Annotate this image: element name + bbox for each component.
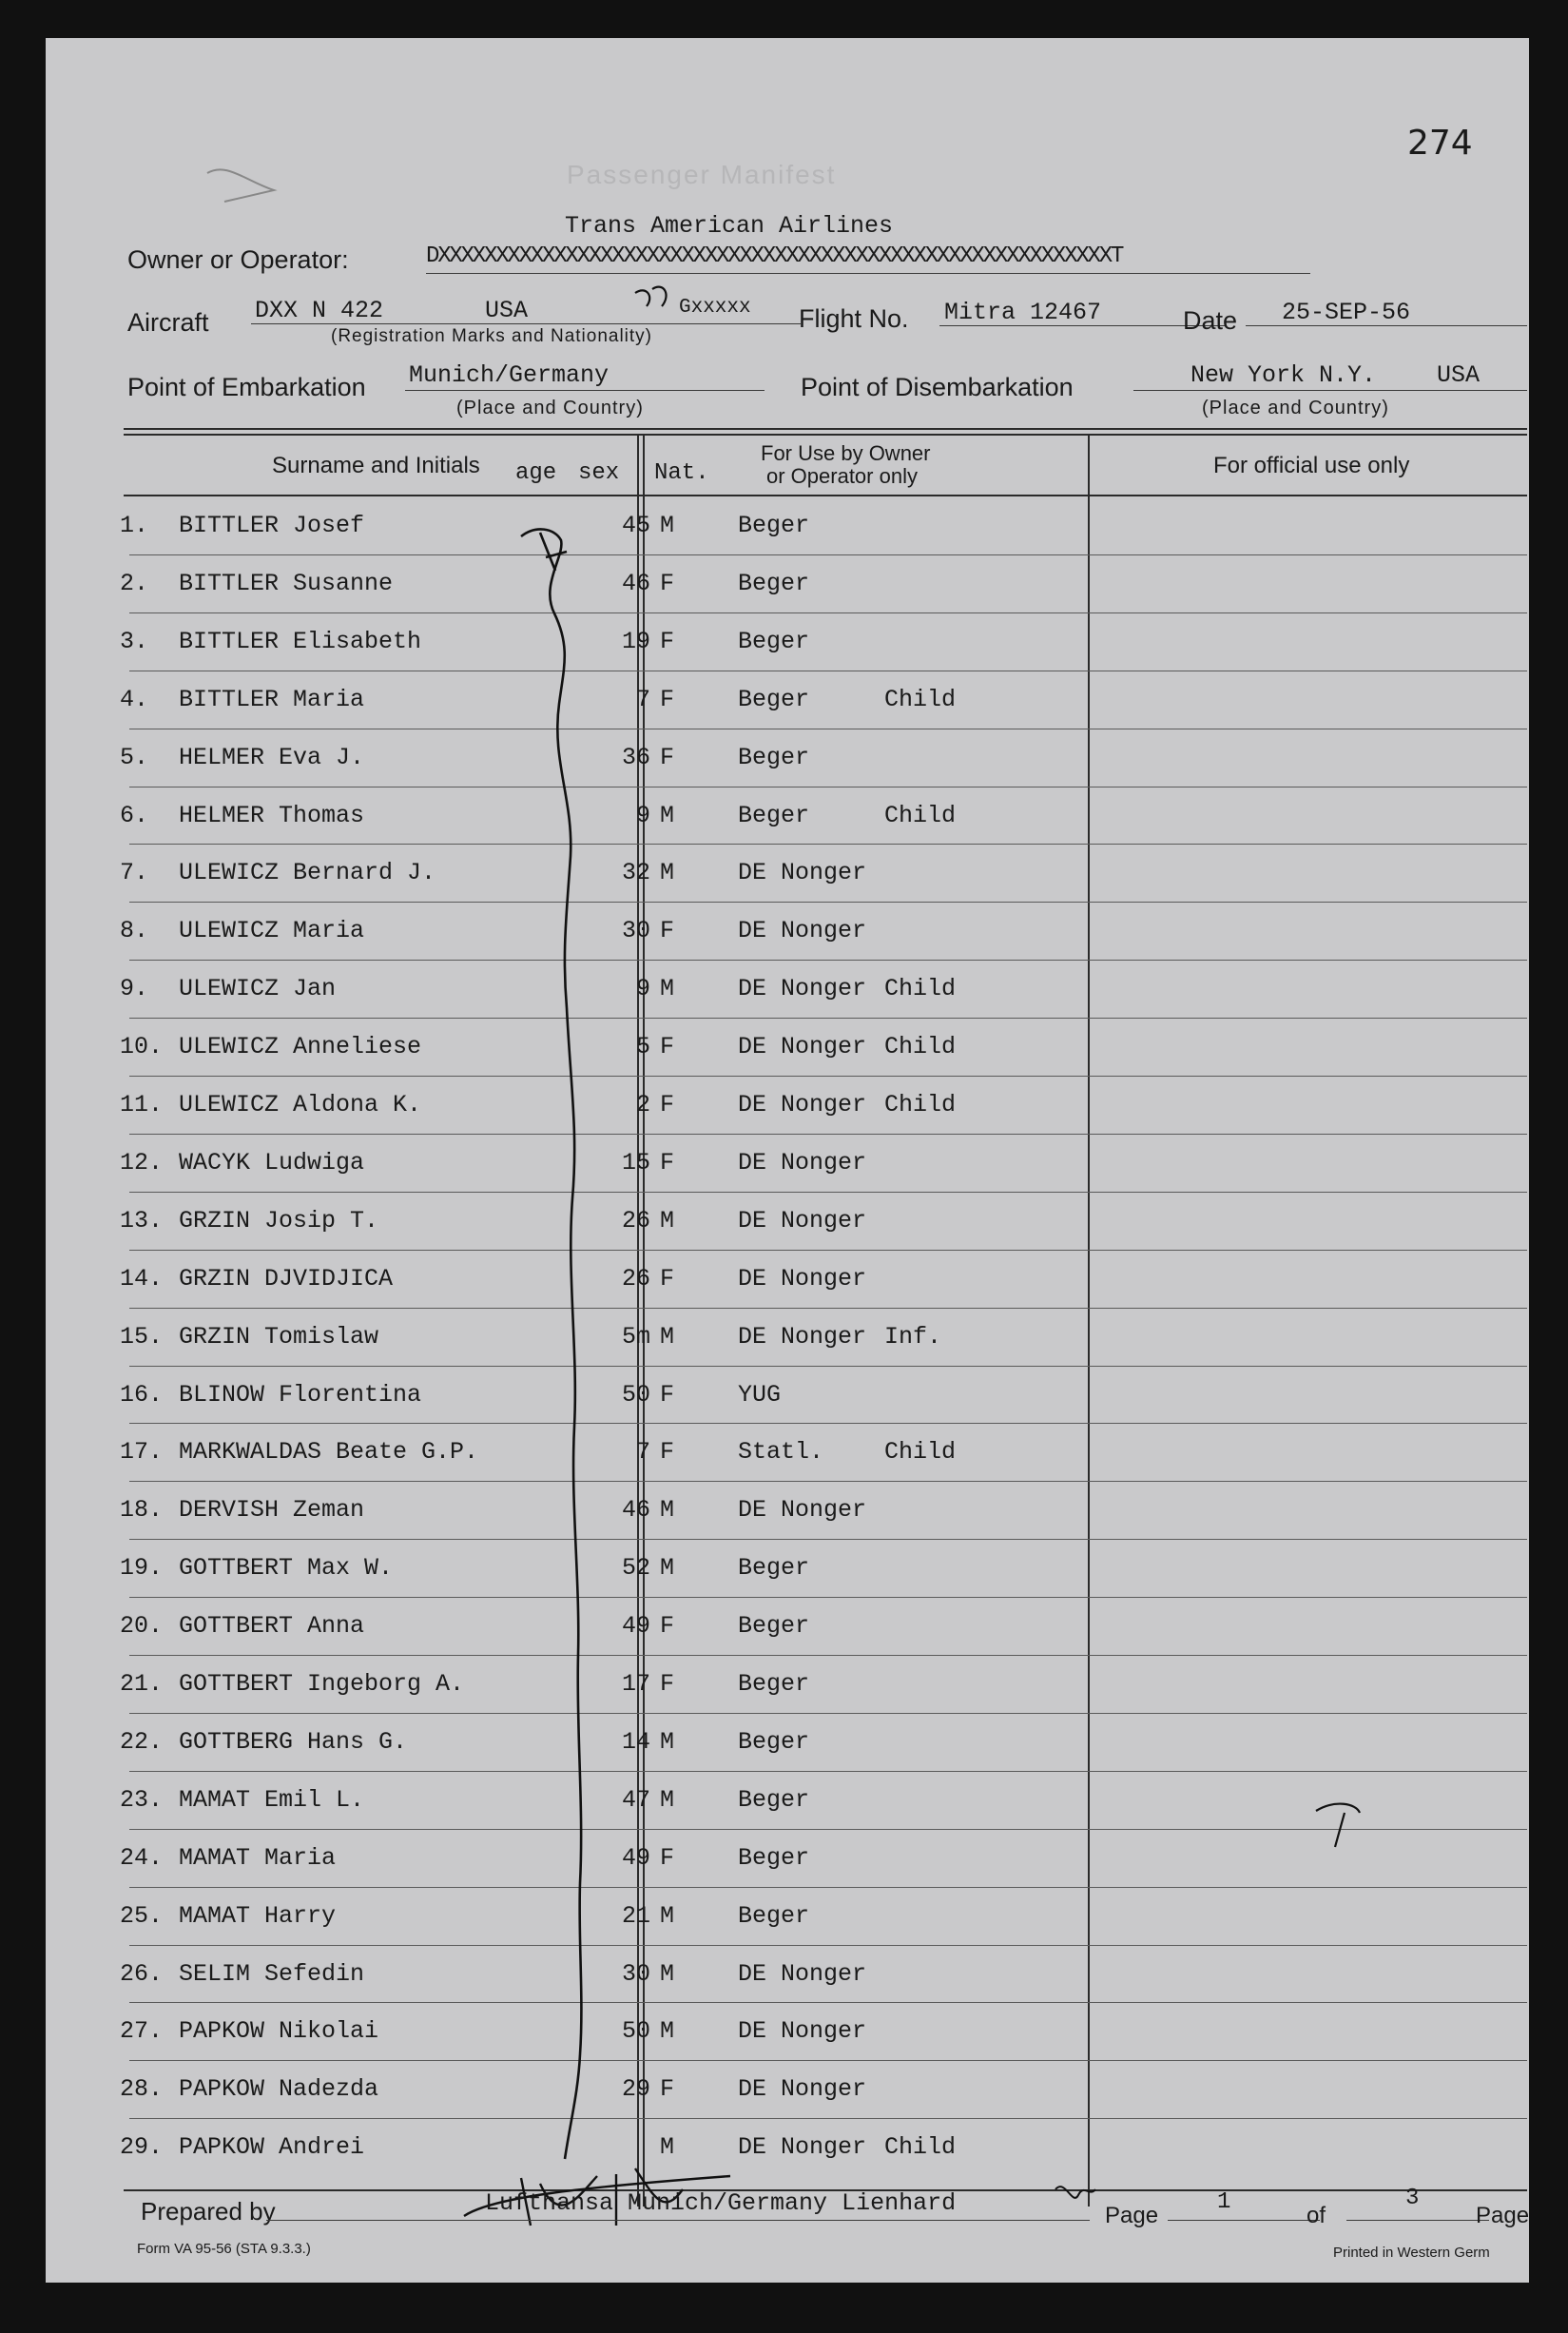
header-owner-use-2: or Operator only — [766, 464, 918, 488]
passenger-note: Child — [884, 685, 957, 713]
passenger-age: 47 — [621, 1785, 650, 1814]
passenger-sex: F — [660, 1091, 675, 1118]
passenger-number: 10. — [120, 1033, 164, 1061]
passenger-number: 8. — [120, 917, 149, 945]
passenger-number: 21. — [120, 1670, 164, 1698]
aircraft-label: Aircraft — [127, 308, 209, 337]
passenger-age: 46 — [621, 569, 650, 597]
passenger-number: 13. — [120, 1206, 164, 1235]
passenger-sex: F — [660, 1380, 675, 1409]
page-current: 1 — [1217, 2189, 1231, 2215]
passenger-name: BITTLER Susanne — [179, 569, 394, 597]
passenger-age: 49 — [621, 1843, 650, 1872]
passenger-number: 6. — [120, 801, 149, 829]
passenger-nationality: Beger — [738, 569, 810, 597]
passenger-number: 12. — [120, 1148, 164, 1176]
passenger-age: 49 — [621, 1612, 650, 1641]
passenger-number: 25. — [120, 1901, 164, 1930]
passenger-nationality: Beger — [738, 743, 810, 771]
embarkation-value: Munich/Germany — [409, 361, 610, 389]
page-number: 274 — [1407, 124, 1473, 163]
passenger-number: 15. — [120, 1322, 164, 1351]
passenger-age: 15 — [621, 1148, 650, 1176]
passenger-nationality: Beger — [738, 512, 810, 539]
header-surname: Surname and Initials — [272, 453, 480, 478]
passenger-name: BLINOW Florentina — [179, 1380, 422, 1409]
passenger-number: 18. — [120, 1496, 164, 1525]
passenger-number: 11. — [120, 1091, 164, 1118]
passenger-age: 21 — [621, 1901, 650, 1930]
owner-label: Owner or Operator: — [127, 245, 349, 274]
disembarkation-country: USA — [1437, 361, 1481, 389]
passenger-age: 26 — [621, 1206, 650, 1235]
passenger-name: DERVISH Zeman — [179, 1496, 365, 1525]
page-label-right: Page — [1476, 2203, 1530, 2228]
passenger-age: 30 — [621, 1959, 650, 1988]
passenger-number: 28. — [120, 2075, 164, 2104]
form-number: Form VA 95-56 (STA 9.3.3.) — [137, 2241, 311, 2257]
passenger-nationality: Beger — [738, 685, 810, 713]
passenger-nationality: Beger — [738, 1843, 810, 1872]
passenger-sex: M — [660, 1322, 675, 1351]
passenger-note: Child — [884, 975, 957, 1003]
passenger-sex: F — [660, 627, 675, 655]
passenger-nationality: Beger — [738, 1727, 810, 1756]
passenger-age: 5 — [635, 1033, 650, 1061]
passenger-age: 7 — [635, 685, 650, 713]
header-sex: sex — [578, 460, 620, 486]
passenger-nationality: DE Nonger — [738, 1264, 867, 1293]
page-total-line — [1346, 2220, 1489, 2221]
header-owner-use-1: For Use by Owner — [761, 441, 931, 465]
passenger-nationality: Beger — [738, 1785, 810, 1814]
passenger-sex: F — [660, 569, 675, 597]
prepared-by-label: Prepared by — [141, 2197, 276, 2226]
passenger-sex: M — [660, 801, 675, 829]
passenger-number: 7. — [120, 859, 149, 887]
passenger-nationality: YUG — [738, 1380, 782, 1409]
owner-value: DXXXXXXXXXXXXXXXXXXXXXXXXXXXXXXXXXXXXXXXXXXXXXXXXXXXXXXXXXXT — [426, 243, 1123, 269]
passenger-nationality: DE Nonger — [738, 1033, 867, 1061]
passenger-name: ULEWICZ Anneliese — [179, 1033, 422, 1061]
passenger-nationality: Beger — [738, 1612, 810, 1641]
vertical-ditto-scrawl — [521, 529, 581, 2159]
passenger-sex: M — [660, 1785, 675, 1814]
passenger-sex: M — [660, 1727, 675, 1756]
passenger-age: 50 — [621, 1380, 650, 1409]
initial-mark — [540, 533, 567, 571]
aircraft-g: Gxxxxx — [679, 297, 751, 319]
passenger-age: 50 — [621, 2017, 650, 2046]
passenger-sex: F — [660, 1033, 675, 1061]
aircraft-nationality: USA — [485, 297, 529, 324]
page-label: Page — [1105, 2203, 1159, 2228]
passenger-name: GOTTBERT Ingeborg A. — [179, 1670, 465, 1698]
date-label: Date — [1183, 306, 1238, 335]
passenger-name: HELMER Thomas — [179, 801, 365, 829]
passenger-age: 26 — [621, 1264, 650, 1293]
handwritten-marks — [46, 38, 1529, 2283]
passenger-number: 17. — [120, 1438, 164, 1467]
passenger-number: 5. — [120, 743, 149, 771]
registration-caption: (Registration Marks and Nationality) — [331, 326, 653, 346]
passenger-age: 46 — [621, 1496, 650, 1525]
passenger-number: 14. — [120, 1264, 164, 1293]
passenger-age: 14 — [621, 1727, 650, 1756]
passenger-name: GOTTBERG Hans G. — [179, 1727, 408, 1756]
prepared-by-line — [266, 2220, 1090, 2221]
passenger-nationality: DE Nonger — [738, 2017, 867, 2046]
passenger-name: SELIM Sefedin — [179, 1959, 365, 1988]
passenger-age: 9 — [635, 975, 650, 1003]
of-label: of — [1307, 2203, 1326, 2228]
passenger-number: 26. — [120, 1959, 164, 1988]
passenger-age: 2 — [635, 1091, 650, 1118]
passenger-sex: M — [660, 1554, 675, 1583]
disembarkation-caption: (Place and Country) — [1202, 398, 1389, 418]
passenger-nationality: DE Nonger — [738, 1148, 867, 1176]
passenger-name: BITTLER Elisabeth — [179, 627, 422, 655]
header-official: For official use only — [1213, 453, 1410, 478]
faded-title: Passenger Manifest — [567, 160, 837, 189]
header-age: age — [515, 460, 557, 486]
passenger-sex: F — [660, 1148, 675, 1176]
passenger-sex: M — [660, 1959, 675, 1988]
disembarkation-value: New York N.Y. — [1191, 361, 1377, 389]
passenger-number: 19. — [120, 1554, 164, 1583]
passenger-name: BITTLER Josef — [179, 512, 365, 539]
embarkation-label: Point of Embarkation — [127, 373, 366, 401]
passenger-name: PAPKOW Andrei — [179, 2133, 365, 2162]
passenger-sex: M — [660, 2017, 675, 2046]
flight-date: 25-SEP-56 — [1282, 299, 1411, 326]
passenger-note: Child — [884, 2133, 957, 2162]
passenger-name: MARKWALDAS Beate G.P. — [179, 1438, 479, 1467]
passenger-number: 3. — [120, 627, 149, 655]
corner-ink-mark — [207, 169, 274, 202]
passenger-name: PAPKOW Nadezda — [179, 2075, 379, 2104]
passenger-name: GOTTBERT Anna — [179, 1612, 365, 1641]
passenger-sex: M — [660, 1496, 675, 1525]
passenger-number: 23. — [120, 1785, 164, 1814]
passenger-number: 9. — [120, 975, 149, 1003]
passenger-sex: M — [660, 1206, 675, 1235]
passenger-nationality: Beger — [738, 1901, 810, 1930]
passenger-nationality: Beger — [738, 1670, 810, 1698]
passenger-name: GOTTBERT Max W. — [179, 1554, 394, 1583]
passenger-name: BITTLER Maria — [179, 685, 365, 713]
passenger-name: GRZIN DJVIDJICA — [179, 1264, 394, 1293]
passenger-nationality: DE Nonger — [738, 1091, 867, 1118]
passenger-name: WACYK Ludwiga — [179, 1148, 365, 1176]
page-total: 3 — [1405, 2186, 1420, 2211]
passenger-name: PAPKOW Nikolai — [179, 2017, 379, 2046]
page-current-line — [1168, 2220, 1320, 2221]
passenger-number: 1. — [120, 512, 149, 539]
passenger-name: ULEWICZ Jan — [179, 975, 337, 1003]
passenger-name: GRZIN Tomislaw — [179, 1322, 379, 1351]
passenger-note: Inf. — [884, 1322, 942, 1351]
passenger-sex: M — [660, 2133, 675, 2162]
passenger-age: 19 — [621, 627, 650, 655]
passenger-age: 9 — [635, 801, 650, 829]
airline-name: Trans American Airlines — [565, 212, 894, 240]
passenger-note: Child — [884, 1438, 957, 1467]
passenger-sex: M — [660, 859, 675, 887]
official-note-seventy-three — [1316, 1804, 1360, 1847]
passenger-sex: F — [660, 743, 675, 771]
passenger-note: Child — [884, 1091, 957, 1118]
passenger-age: 32 — [621, 859, 650, 887]
passenger-nationality: Beger — [738, 627, 810, 655]
passenger-name: MAMAT Harry — [179, 1901, 337, 1930]
disembarkation-label: Point of Disembarkation — [801, 373, 1074, 401]
passenger-name: ULEWICZ Maria — [179, 917, 365, 945]
aircraft-number-overwrite — [635, 287, 667, 306]
passenger-sex: F — [660, 1438, 675, 1467]
passenger-sex: M — [660, 512, 675, 539]
passenger-age: 45 — [621, 512, 650, 539]
passenger-sex: F — [660, 917, 675, 945]
passenger-age: 29 — [621, 2075, 650, 2104]
passenger-nationality: DE Nonger — [738, 975, 867, 1003]
passenger-number: 2. — [120, 569, 149, 597]
passenger-sex: F — [660, 1264, 675, 1293]
passenger-age: 17 — [621, 1670, 650, 1698]
passenger-nationality: DE Nonger — [738, 2133, 867, 2162]
passenger-name: ULEWICZ Bernard J. — [179, 859, 436, 887]
passenger-sex: M — [660, 1901, 675, 1930]
passenger-number: 22. — [120, 1727, 164, 1756]
passenger-sex: F — [660, 685, 675, 713]
passenger-number: 24. — [120, 1843, 164, 1872]
passenger-sex: F — [660, 1843, 675, 1872]
passenger-number: 16. — [120, 1380, 164, 1409]
aircraft-registration: DXX N 422 — [255, 297, 384, 324]
passenger-nationality: Beger — [738, 801, 810, 829]
passenger-nationality: Statl. — [738, 1438, 824, 1467]
passenger-nationality: DE Nonger — [738, 1496, 867, 1525]
passenger-name: GRZIN Josip T. — [179, 1206, 379, 1235]
passenger-nationality: Beger — [738, 1554, 810, 1583]
passenger-sex: F — [660, 2075, 675, 2104]
passenger-sex: F — [660, 1670, 675, 1698]
passenger-sex: F — [660, 1612, 675, 1641]
manifest-sheet — [46, 38, 1529, 2283]
passenger-name: MAMAT Maria — [179, 1843, 337, 1872]
passenger-name: ULEWICZ Aldona K. — [179, 1091, 422, 1118]
passenger-nationality: DE Nonger — [738, 917, 867, 945]
passenger-note: Child — [884, 801, 957, 829]
passenger-age: 52 — [621, 1554, 650, 1583]
header-nationality: Nat. — [654, 460, 709, 486]
passenger-number: 27. — [120, 2017, 164, 2046]
passenger-nationality: DE Nonger — [738, 1322, 867, 1351]
passenger-age: 7 — [635, 1438, 650, 1467]
passenger-number: 20. — [120, 1612, 164, 1641]
flight-number: Mitra 12467 — [944, 299, 1102, 326]
passenger-nationality: DE Nonger — [738, 859, 867, 887]
passenger-sex: M — [660, 975, 675, 1003]
passenger-age: 30 — [621, 917, 650, 945]
flight-label: Flight No. — [799, 304, 909, 333]
printed-in: Printed in Western Germ — [1333, 2245, 1490, 2261]
passenger-age: 36 — [621, 743, 650, 771]
passenger-number: 4. — [120, 685, 149, 713]
passenger-age: 5m — [621, 1322, 650, 1351]
prepared-by-value: Lufthansa Munich/Germany Lienhard — [485, 2189, 957, 2217]
passenger-note: Child — [884, 1033, 957, 1061]
embarkation-caption: (Place and Country) — [456, 398, 644, 418]
passenger-nationality: DE Nonger — [738, 1959, 867, 1988]
passenger-name: MAMAT Emil L. — [179, 1785, 365, 1814]
initials-signature — [1055, 2187, 1095, 2198]
passenger-name: HELMER Eva J. — [179, 743, 365, 771]
passenger-nationality: DE Nonger — [738, 2075, 867, 2104]
passenger-nationality: DE Nonger — [738, 1206, 867, 1235]
passenger-number: 29. — [120, 2133, 164, 2162]
